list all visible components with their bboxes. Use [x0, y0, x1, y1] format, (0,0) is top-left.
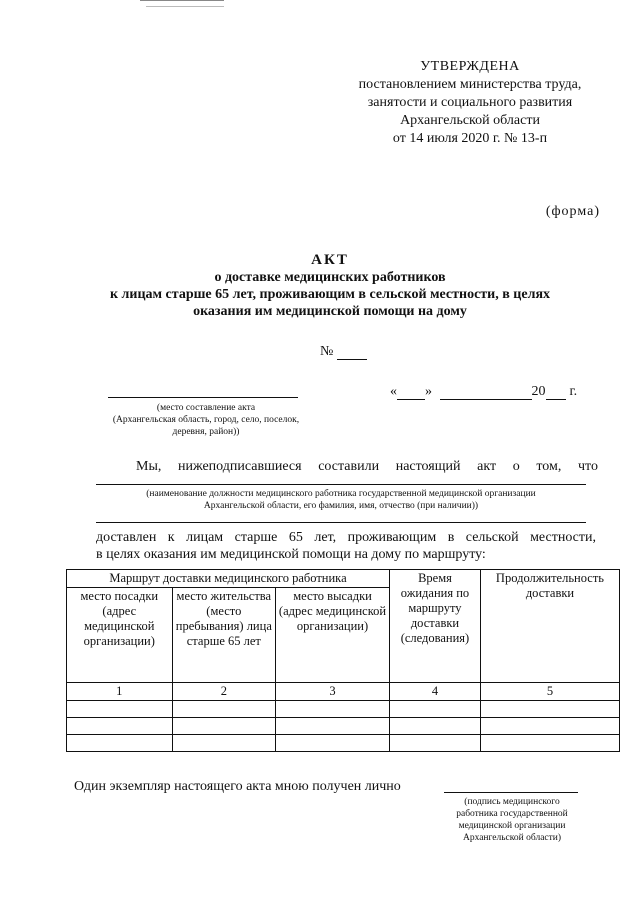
caption-text: Архангельской области)	[462, 833, 562, 843]
day-field[interactable]	[397, 385, 425, 400]
caption-text: (место составление акта	[156, 403, 256, 413]
table-row	[67, 735, 620, 752]
table-cell[interactable]	[276, 718, 390, 735]
column-header: место жительства (место пребывания) лица старше 65 лет	[172, 588, 275, 683]
table-cell[interactable]	[390, 701, 481, 718]
position-field[interactable]	[96, 484, 586, 485]
form-label: (форма)	[545, 204, 600, 219]
column-number: 3	[276, 683, 390, 701]
quote: »	[425, 384, 432, 399]
approval-block	[340, 58, 600, 148]
place-field[interactable]	[108, 397, 298, 398]
number-label: №	[320, 344, 334, 359]
year-suffix: г.	[569, 384, 578, 399]
caption-text: Архангельской области, его фамилия, имя, отчество (при наличии))	[203, 501, 479, 511]
caption-text: работника государственной	[456, 809, 568, 819]
table-cell[interactable]	[67, 701, 173, 718]
table-cell[interactable]	[67, 718, 173, 735]
column-number: 1	[67, 683, 173, 701]
place-caption	[96, 402, 316, 438]
scan-artifact-line	[140, 0, 224, 1]
route-header: Маршрут доставки медицинского работника	[67, 570, 390, 588]
approval-text: постановлением министерства труда,	[358, 77, 582, 92]
signature-caption	[440, 796, 584, 844]
table-cell[interactable]	[172, 701, 275, 718]
table-cell[interactable]	[67, 735, 173, 752]
table-cell[interactable]	[276, 701, 390, 718]
table-row	[67, 701, 620, 718]
column-header: место посадки (адрес медицинской организации)	[67, 588, 173, 683]
table-cell[interactable]	[390, 735, 481, 752]
year-prefix: 20	[531, 384, 546, 399]
table-row	[67, 683, 620, 701]
act-subtitle: оказания им медицинской помощи на дому	[193, 304, 467, 319]
column-number: 2	[172, 683, 275, 701]
month-field[interactable]	[440, 385, 532, 400]
date-field	[390, 384, 577, 400]
route-table	[66, 569, 620, 752]
received-text: Один экземпляр настоящего акта мною получен лично	[74, 779, 401, 794]
table-cell[interactable]	[480, 701, 619, 718]
position-field-continued[interactable]	[96, 522, 586, 523]
scan-artifact-line	[146, 6, 224, 7]
table-cell[interactable]	[276, 735, 390, 752]
table-row	[67, 570, 620, 588]
approval-text: Архангельской области	[400, 113, 540, 128]
table-cell[interactable]	[390, 718, 481, 735]
act-subtitle: о доставке медицинских работников	[214, 270, 446, 285]
table-cell[interactable]	[172, 718, 275, 735]
caption-text: (наименование должности медицинского работника государственной медицинской организации	[146, 489, 536, 499]
caption-text: медицинской организации	[458, 821, 566, 831]
caption-text: (подпись медицинского	[464, 797, 560, 807]
delivered-line: в целях оказания им медицинской помощи на дому по маршруту:	[96, 547, 486, 562]
act-number	[320, 344, 367, 360]
quote: «	[390, 384, 397, 399]
wait-header: Время ожидания по маршруту доставки (следования)	[390, 570, 481, 683]
approval-heading: УТВЕРЖДЕНА	[420, 59, 520, 74]
act-title	[60, 252, 600, 320]
approval-date: от 14 июля 2020 г. № 13-п	[392, 131, 548, 146]
table-cell[interactable]	[480, 718, 619, 735]
table-cell[interactable]	[172, 735, 275, 752]
delivered-line: доставлен к лицам старше 65 лет, проживающим в сельской местности,	[96, 530, 596, 545]
position-caption	[96, 488, 586, 512]
table-cell[interactable]	[480, 735, 619, 752]
column-header: место высадки (адрес медицинской организации)	[276, 588, 390, 683]
caption-text: (Архангельская область, город, село, поселок,	[112, 415, 300, 425]
table-row	[67, 718, 620, 735]
delivered-text	[96, 529, 596, 563]
column-number: 5	[480, 683, 619, 701]
approval-text: занятости и социального развития	[367, 95, 573, 110]
duration-header: Продолжительность доставки	[480, 570, 619, 683]
signature-field[interactable]	[444, 792, 578, 793]
year-field[interactable]	[546, 385, 566, 400]
act-subtitle: к лицам старше 65 лет, проживающим в сельской местности, в целях	[109, 287, 551, 302]
act-heading: АКТ	[311, 252, 349, 268]
number-field[interactable]	[337, 345, 367, 360]
column-number: 4	[390, 683, 481, 701]
caption-text: деревня, район))	[172, 427, 240, 437]
statement-text: Мы, нижеподписавшиеся составили настоящий акт о том, что	[136, 459, 598, 474]
